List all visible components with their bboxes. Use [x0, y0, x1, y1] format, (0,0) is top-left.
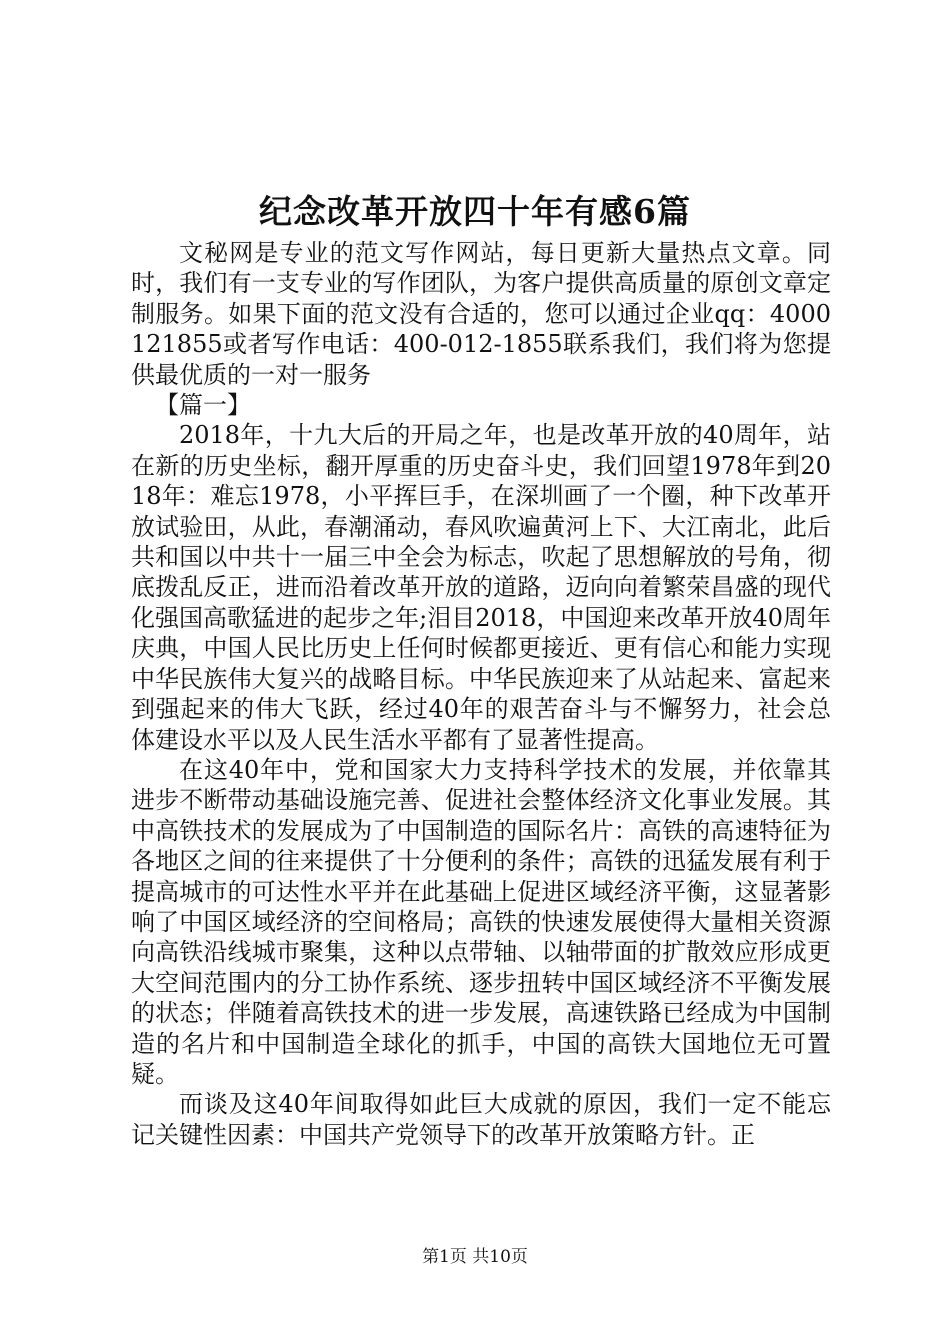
body-paragraph: 2018年，十九大后的开局之年，也是改革开放的40周年，站在新的历史坐标，翻开厚重的历史奋斗史，我们回望1978年到2018年：难忘1978，小平挥巨手，在深圳画了一个圈，种下改革开放试验田，从此，春潮涌动，春风吹遍黄河上下、大江南北，此后共和国以中共十一届三中全会为标志，吹起了思想解放的号角，彻底拨乱反正，进而沿着改革开放的道路，迈向向着繁荣昌盛的现代化强国高歌猛进的起步之年;泪目2018，中国迎来改革开放40周年庆典，中国人民比历史上任何时候都更接近、更有信心和能力实现中华民族伟大复兴的战略目标。中华民族迎来了从站起来、富起来到强起来的伟大飞跃，经过40年的艰苦奋斗与不懈努力，社会总体建设水平以及人民生活水平都有了显著性提高。	[131, 421, 831, 754]
intro-paragraph: 文秘网是专业的范文写作网站，每日更新大量热点文章。同时，我们有一支专业的写作团队，为客户提供高质量的原创文章定制服务。如果下面的范文没有合适的，您可以通过企业qq：4000121855或者写作电话：400-012-1855联系我们，我们将为您提供最优质的一对一服务	[131, 239, 831, 389]
page-footer: 第1页 共10页	[422, 1247, 528, 1267]
body-paragraph: 在这40年中，党和国家大力支持科学技术的发展，并依靠其进步不断带动基础设施完善、促进社会整体经济文化事业发展。其中高铁技术的发展成为了中国制造的国际名片：高铁的高速特征为各地区之间的往来提供了十分便利的条件；高铁的迅猛发展有利于提高城市的可达性水平并在此基础上促进区域经济平衡，这显著影响了中国区域经济的空间格局；高铁的快速发展使得大量相关资源向高铁沿线城市聚集，这种以点带轴、以轴带面的扩散效应形成更大空间范围内的分工协作系统、逐步扭转中国区域经济不平衡发展的状态；伴随着高铁技术的进一步发展，高速铁路已经成为中国制造的名片和中国制造全球化的抓手，中国的高铁大国地位无可置疑。	[131, 755, 831, 1088]
body-paragraph: 而谈及这40年间取得如此巨大成就的原因，我们一定不能忘记关键性因素：中国共产党领导下的改革开放策略方针。正	[131, 1090, 831, 1149]
document-body	[131, 238, 831, 1150]
document-title: 纪念改革开放四十年有感6篇	[259, 192, 691, 231]
section-heading: 【篇一】	[155, 391, 251, 420]
